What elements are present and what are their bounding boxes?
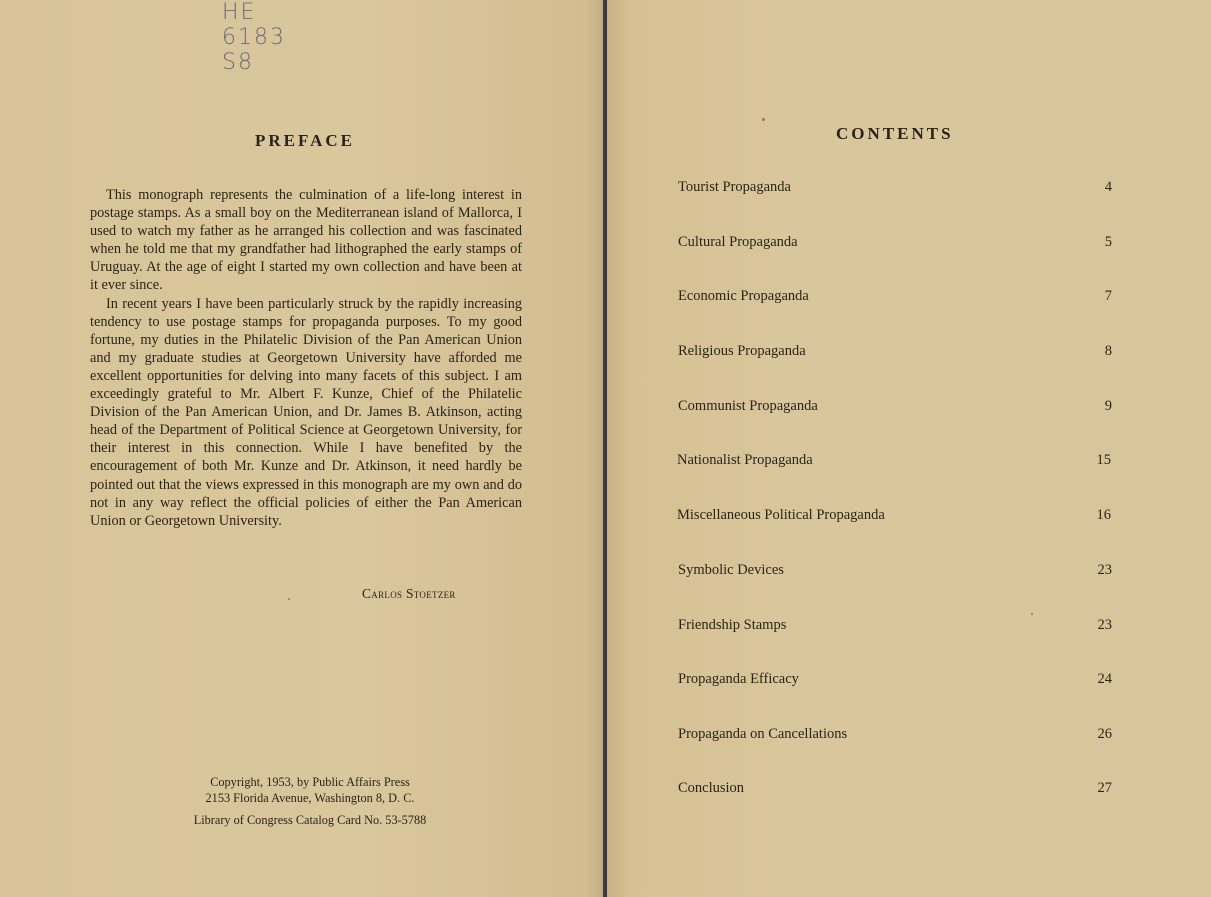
toc-entry-title: Communist Propaganda bbox=[678, 398, 818, 414]
toc-entry bbox=[677, 507, 1111, 527]
toc-entry-title: Conclusion bbox=[678, 780, 745, 796]
toc-entry bbox=[678, 398, 1112, 418]
toc-entry-page: 5 bbox=[1104, 234, 1112, 250]
toc-entry-title: Propaganda on Cancellations bbox=[678, 726, 848, 742]
preface-title: PREFACE bbox=[255, 131, 356, 150]
left-page bbox=[0, 0, 604, 897]
toc-entry-page: 27 bbox=[1097, 780, 1112, 796]
toc-entry-page: 24 bbox=[1097, 671, 1112, 687]
toc-entry bbox=[678, 343, 1112, 363]
toc-entry bbox=[678, 671, 1112, 691]
toc-entry-title: Tourist Propaganda bbox=[678, 179, 791, 195]
toc-entry-title: Cultural Propaganda bbox=[678, 234, 798, 250]
toc-entry bbox=[678, 234, 1112, 254]
toc-entry-page: 16 bbox=[1096, 507, 1111, 523]
toc-entry-title: Symbolic Devices bbox=[678, 562, 784, 578]
call-number-line: S8 bbox=[222, 50, 254, 75]
toc-entry-title: Friendship Stamps bbox=[678, 617, 787, 633]
toc-entry bbox=[678, 288, 1112, 308]
call-number-line: HE bbox=[222, 0, 257, 25]
contents-title: CONTENTS bbox=[836, 124, 954, 143]
toc-entry bbox=[678, 726, 1112, 746]
toc-entry-page: 4 bbox=[1104, 179, 1112, 195]
author-signature bbox=[362, 586, 456, 602]
toc-entry-title: Nationalist Propaganda bbox=[677, 452, 813, 468]
toc-entry bbox=[677, 452, 1111, 472]
call-number-line: 6183 bbox=[222, 25, 286, 50]
toc-entry-page: 9 bbox=[1104, 398, 1112, 414]
handwritten-call-number bbox=[222, 0, 286, 75]
toc-entry-page: 8 bbox=[1104, 343, 1112, 359]
preface-paragraph: In recent years I have been particularly struck by the rapidly increasing tendency to use postage stamps for propaganda purposes. To my good fortune, my duties in the Philatelic Division of the Pan American Union and my graduate studies at Georgetown University have afforded me excellent opportunities for delving into many facets of this subject. I am exceedingly grateful to Mr. Albert F. Kunze, Chief of the Philatelic Division of the Pan American Union, and Dr. James B. Atkinson, acting head of the Department of Political Science at Georgetown University, for their interest in this connection. While I have benefited by the encouragement of both Mr. Kunze and Dr. Atkinson, it need hardly be pointed out that the views expressed in this monograph are my own and do not in any way reflect the official policies of either the Pan American Union or Georgetown University. bbox=[90, 295, 522, 529]
toc-entry bbox=[678, 617, 1112, 637]
toc-entry bbox=[678, 562, 1112, 582]
copyright-block bbox=[120, 774, 500, 828]
toc-entry-title: Miscellaneous Political Propaganda bbox=[677, 507, 885, 523]
toc-entry-title: Religious Propaganda bbox=[678, 343, 806, 359]
toc-entry-page: 23 bbox=[1097, 562, 1112, 578]
toc-entry-page: 26 bbox=[1097, 726, 1112, 742]
toc-entry-title: Propaganda Efficacy bbox=[678, 671, 799, 687]
paper-speck bbox=[288, 598, 290, 600]
preface-body bbox=[90, 186, 522, 530]
copyright-line: Copyright, 1953, by Public Affairs Press bbox=[210, 775, 410, 789]
toc-entry-page: 7 bbox=[1104, 288, 1112, 304]
paper-speck bbox=[762, 118, 765, 121]
toc-entry-title: Economic Propaganda bbox=[678, 288, 809, 304]
toc-entry-page: 15 bbox=[1096, 452, 1111, 468]
toc-entry bbox=[678, 179, 1112, 199]
catalog-card-number: Library of Congress Catalog Card No. 53-5788 bbox=[193, 813, 427, 827]
publisher-address: 2153 Florida Avenue, Washington 8, D. C. bbox=[205, 791, 415, 805]
preface-paragraph: This monograph represents the culmination of a life-long interest in postage stamps. As a small boy on the Mediterranean island of Mallorca, I used to watch my father as he arranged his collection and was fascinated when he told me that my grandfather had lithographed the early stamps of Uruguay. At the age of eight I started my own collection and have been at it ever since. bbox=[90, 187, 522, 294]
author-name: Carlos Stoetzer bbox=[362, 586, 456, 601]
toc-entry-page: 23 bbox=[1097, 617, 1112, 633]
paper-speck bbox=[1031, 613, 1033, 615]
toc-entry bbox=[678, 780, 1112, 800]
